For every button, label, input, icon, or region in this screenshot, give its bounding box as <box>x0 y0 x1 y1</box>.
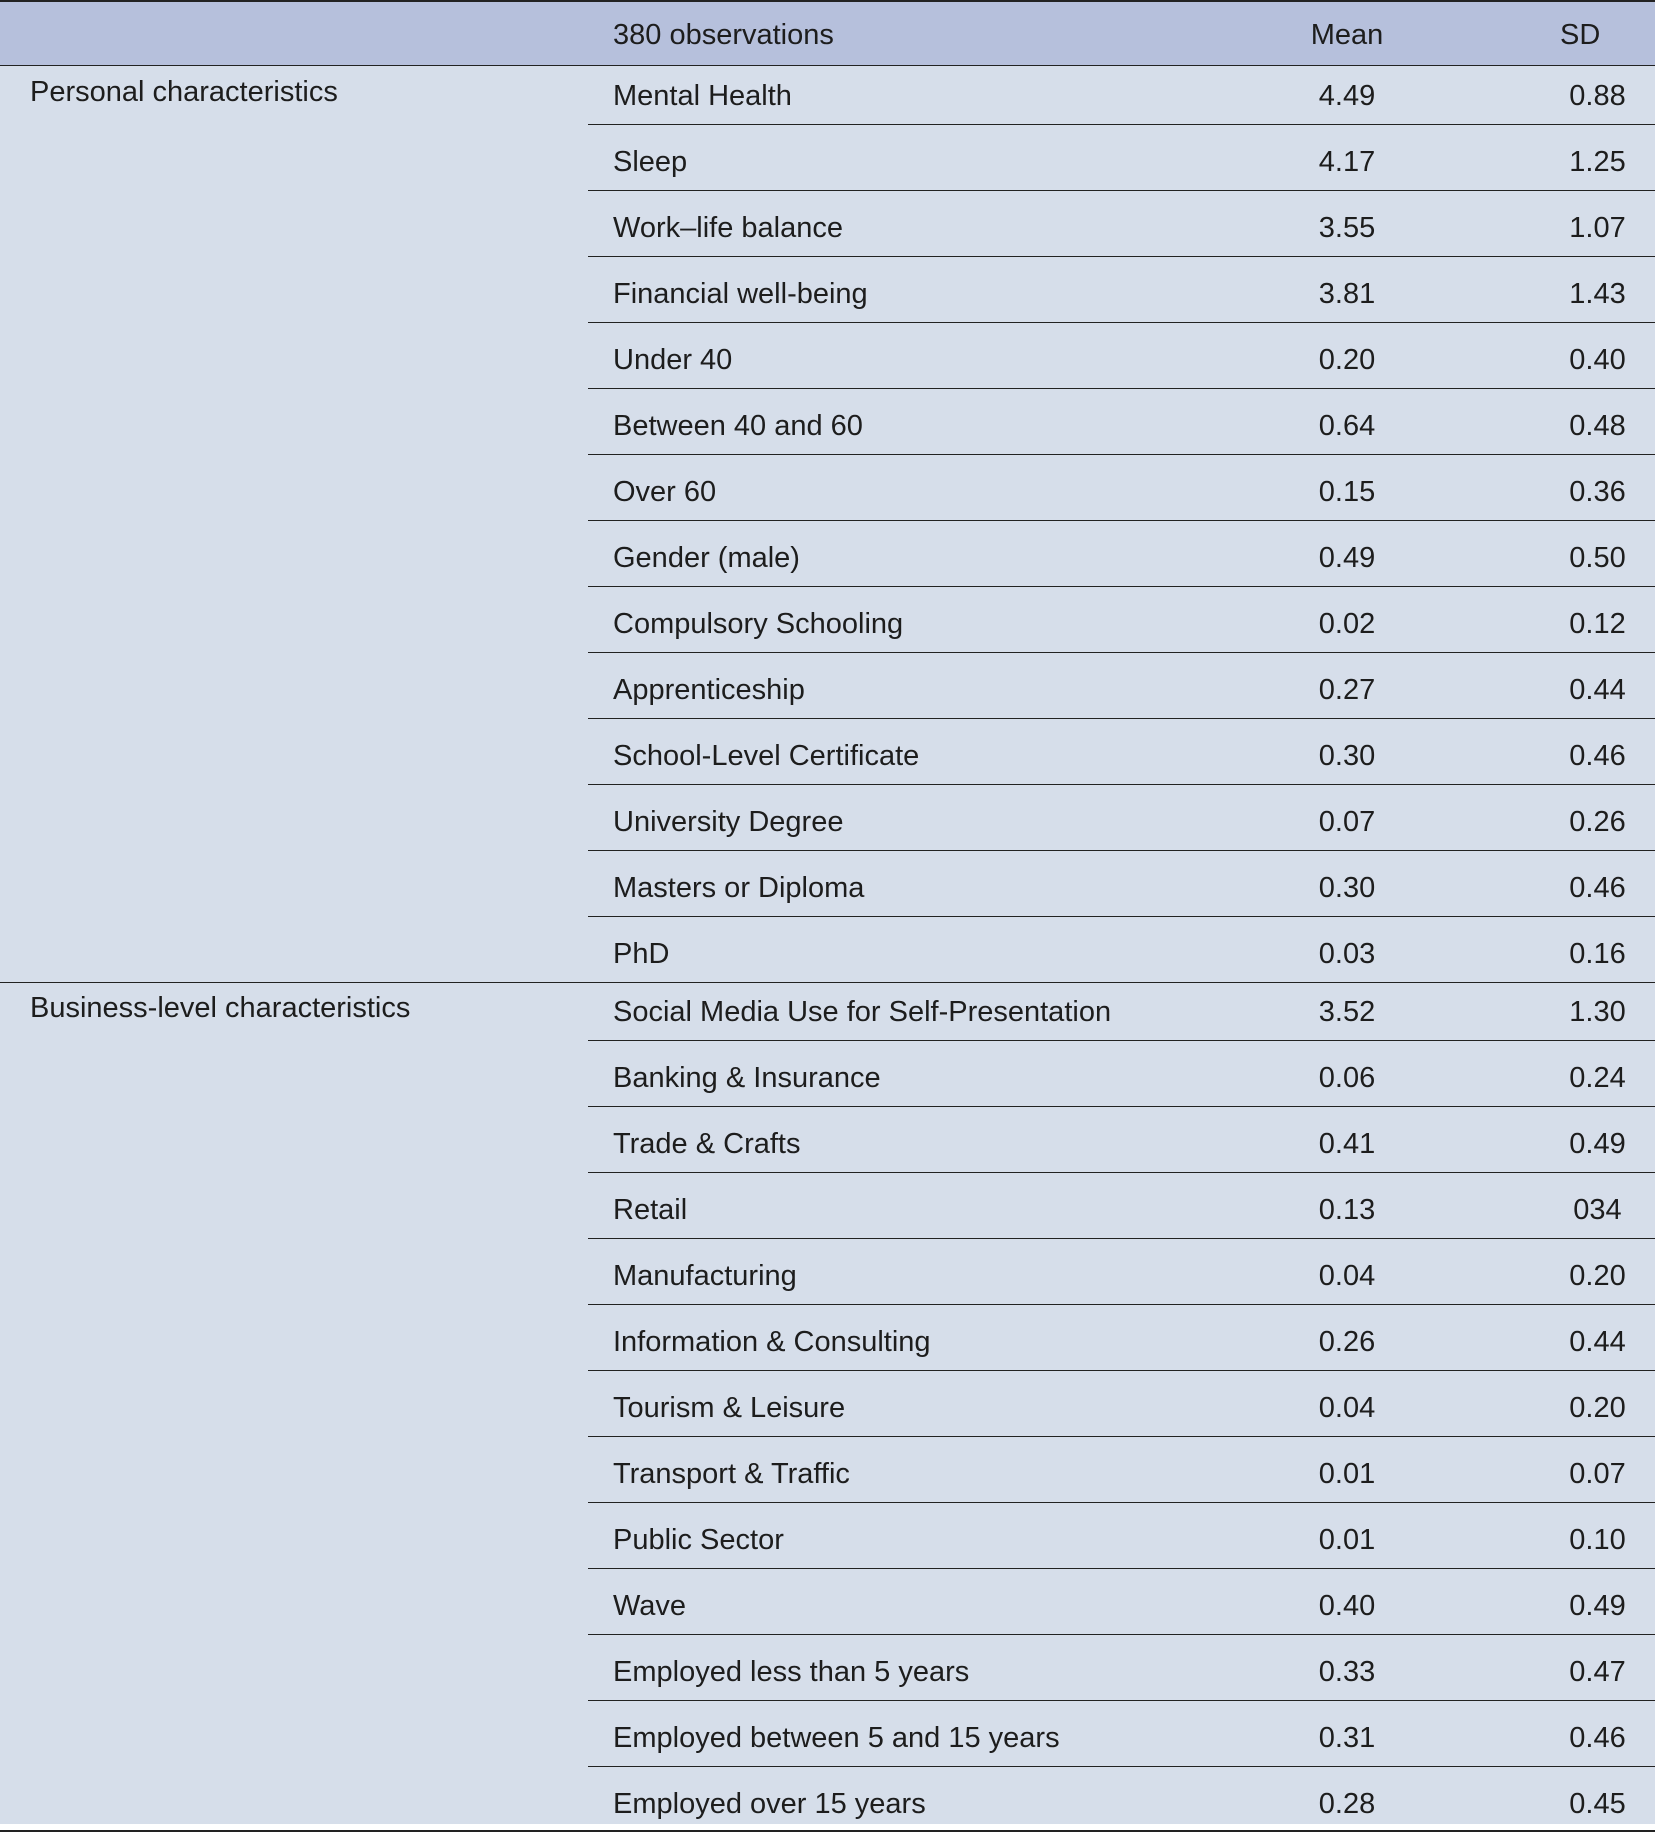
row-mean: 0.33 <box>1318 1656 1376 1688</box>
row-mean: 0.26 <box>1318 1326 1376 1358</box>
row-divider <box>588 1766 1655 1767</box>
row-divider <box>588 916 1655 917</box>
row-sd: 0.88 <box>1569 80 1626 112</box>
row-variable: University Degree <box>613 806 844 838</box>
row-mean: 0.01 <box>1318 1458 1376 1490</box>
row-sd: 1.25 <box>1569 146 1626 178</box>
row-divider <box>588 1502 1655 1503</box>
row-divider <box>588 784 1655 785</box>
row-sd: 0.50 <box>1569 542 1626 574</box>
row-variable: Gender (male) <box>613 542 800 574</box>
row-divider <box>588 652 1655 653</box>
row-divider <box>588 1172 1655 1173</box>
row-sd: 1.30 <box>1569 996 1626 1028</box>
row-sd: 0.10 <box>1569 1524 1626 1556</box>
row-mean: 0.27 <box>1318 674 1376 706</box>
row-sd: 0.44 <box>1569 1326 1626 1358</box>
row-sd: 0.49 <box>1569 1128 1626 1160</box>
row-divider <box>588 124 1655 125</box>
row-variable: PhD <box>613 938 670 970</box>
group-label: Personal characteristics <box>30 76 338 108</box>
row-variable: Tourism & Leisure <box>613 1392 846 1424</box>
row-divider <box>588 1238 1655 1239</box>
row-sd: 0.49 <box>1569 1590 1626 1622</box>
row-divider <box>588 1634 1655 1635</box>
row-variable: Transport & Traffic <box>613 1458 850 1490</box>
row-mean: 0.31 <box>1318 1722 1376 1754</box>
header-mean: Mean <box>1310 19 1384 51</box>
row-variable: Public Sector <box>613 1524 784 1556</box>
row-divider <box>588 1040 1655 1041</box>
row-mean: 3.81 <box>1318 278 1376 310</box>
table-header <box>0 0 1655 66</box>
row-sd: 0.48 <box>1569 410 1626 442</box>
row-sd: 0.46 <box>1569 872 1626 904</box>
row-mean: 0.07 <box>1318 806 1376 838</box>
row-mean: 0.15 <box>1318 476 1376 508</box>
row-mean: 3.52 <box>1318 996 1376 1028</box>
row-divider <box>588 1304 1655 1305</box>
row-sd: 0.44 <box>1569 674 1626 706</box>
row-variable: Retail <box>613 1194 688 1226</box>
row-mean: 0.30 <box>1318 872 1376 904</box>
row-variable: Financial well-being <box>613 278 868 310</box>
row-mean: 0.04 <box>1318 1392 1376 1424</box>
row-sd: 0.47 <box>1569 1656 1626 1688</box>
group-label: Business-level characteristics <box>30 992 411 1024</box>
row-variable: Masters or Diploma <box>613 872 865 904</box>
row-divider <box>588 1568 1655 1569</box>
row-divider <box>588 1370 1655 1371</box>
row-divider <box>588 322 1655 323</box>
row-sd: 0.46 <box>1569 740 1626 772</box>
row-sd: 0.40 <box>1569 344 1626 376</box>
row-variable: Work–life balance <box>613 212 843 244</box>
row-sd: 0.20 <box>1569 1392 1626 1424</box>
row-variable: Employed over 15 years <box>613 1788 926 1820</box>
header-sd: SD <box>1560 19 1601 51</box>
row-mean: 0.01 <box>1318 1524 1376 1556</box>
header-observations: 380 observations <box>613 19 834 51</box>
row-divider <box>588 454 1655 455</box>
row-sd: 0.12 <box>1569 608 1626 640</box>
row-mean: 0.03 <box>1318 938 1376 970</box>
row-variable: Apprenticeship <box>613 674 805 706</box>
row-mean: 3.55 <box>1318 212 1376 244</box>
row-variable: Employed less than 5 years <box>613 1656 970 1688</box>
row-mean: 0.06 <box>1318 1062 1376 1094</box>
row-mean: 0.13 <box>1318 1194 1376 1226</box>
row-variable: Under 40 <box>613 344 733 376</box>
row-variable: Compulsory Schooling <box>613 608 904 640</box>
row-variable: Sleep <box>613 146 688 178</box>
row-sd: 0.07 <box>1569 1458 1626 1490</box>
row-variable: Employed between 5 and 15 years <box>613 1722 1060 1754</box>
row-mean: 0.41 <box>1318 1128 1376 1160</box>
row-variable: Social Media Use for Self-Presentation <box>613 996 1112 1028</box>
row-divider <box>588 850 1655 851</box>
row-sd: 0.46 <box>1569 1722 1626 1754</box>
row-mean: 0.30 <box>1318 740 1376 772</box>
row-variable: Information & Consulting <box>613 1326 931 1358</box>
row-mean: 0.49 <box>1318 542 1376 574</box>
row-sd: 0.24 <box>1569 1062 1626 1094</box>
row-divider <box>588 1700 1655 1701</box>
row-sd: 0.45 <box>1569 1788 1626 1820</box>
row-divider <box>588 190 1655 191</box>
row-variable: Trade & Crafts <box>613 1128 801 1160</box>
row-sd: 0.20 <box>1569 1260 1626 1292</box>
row-mean: 0.64 <box>1318 410 1376 442</box>
row-sd: 1.43 <box>1569 278 1626 310</box>
row-mean: 4.17 <box>1318 146 1376 178</box>
row-mean: 0.40 <box>1318 1590 1376 1622</box>
row-divider <box>588 1436 1655 1437</box>
group-divider <box>0 982 1655 983</box>
row-sd: 034 <box>1573 1194 1622 1226</box>
row-divider <box>588 1106 1655 1107</box>
row-divider <box>588 256 1655 257</box>
row-mean: 0.28 <box>1318 1788 1376 1820</box>
row-variable: Wave <box>613 1590 687 1622</box>
row-mean: 4.49 <box>1318 80 1376 112</box>
row-divider <box>588 520 1655 521</box>
row-variable: Mental Health <box>613 80 792 112</box>
row-mean: 0.04 <box>1318 1260 1376 1292</box>
row-divider <box>588 718 1655 719</box>
row-sd: 0.36 <box>1569 476 1626 508</box>
row-variable: Banking & Insurance <box>613 1062 881 1094</box>
row-variable: School-Level Certificate <box>613 740 920 772</box>
row-divider <box>588 388 1655 389</box>
row-variable: Over 60 <box>613 476 717 508</box>
row-sd: 1.07 <box>1569 212 1626 244</box>
row-variable: Between 40 and 60 <box>613 410 863 442</box>
row-sd: 0.16 <box>1569 938 1626 970</box>
row-mean: 0.02 <box>1318 608 1376 640</box>
row-variable: Manufacturing <box>613 1260 797 1292</box>
row-mean: 0.20 <box>1318 344 1376 376</box>
row-divider <box>588 586 1655 587</box>
row-sd: 0.26 <box>1569 806 1626 838</box>
